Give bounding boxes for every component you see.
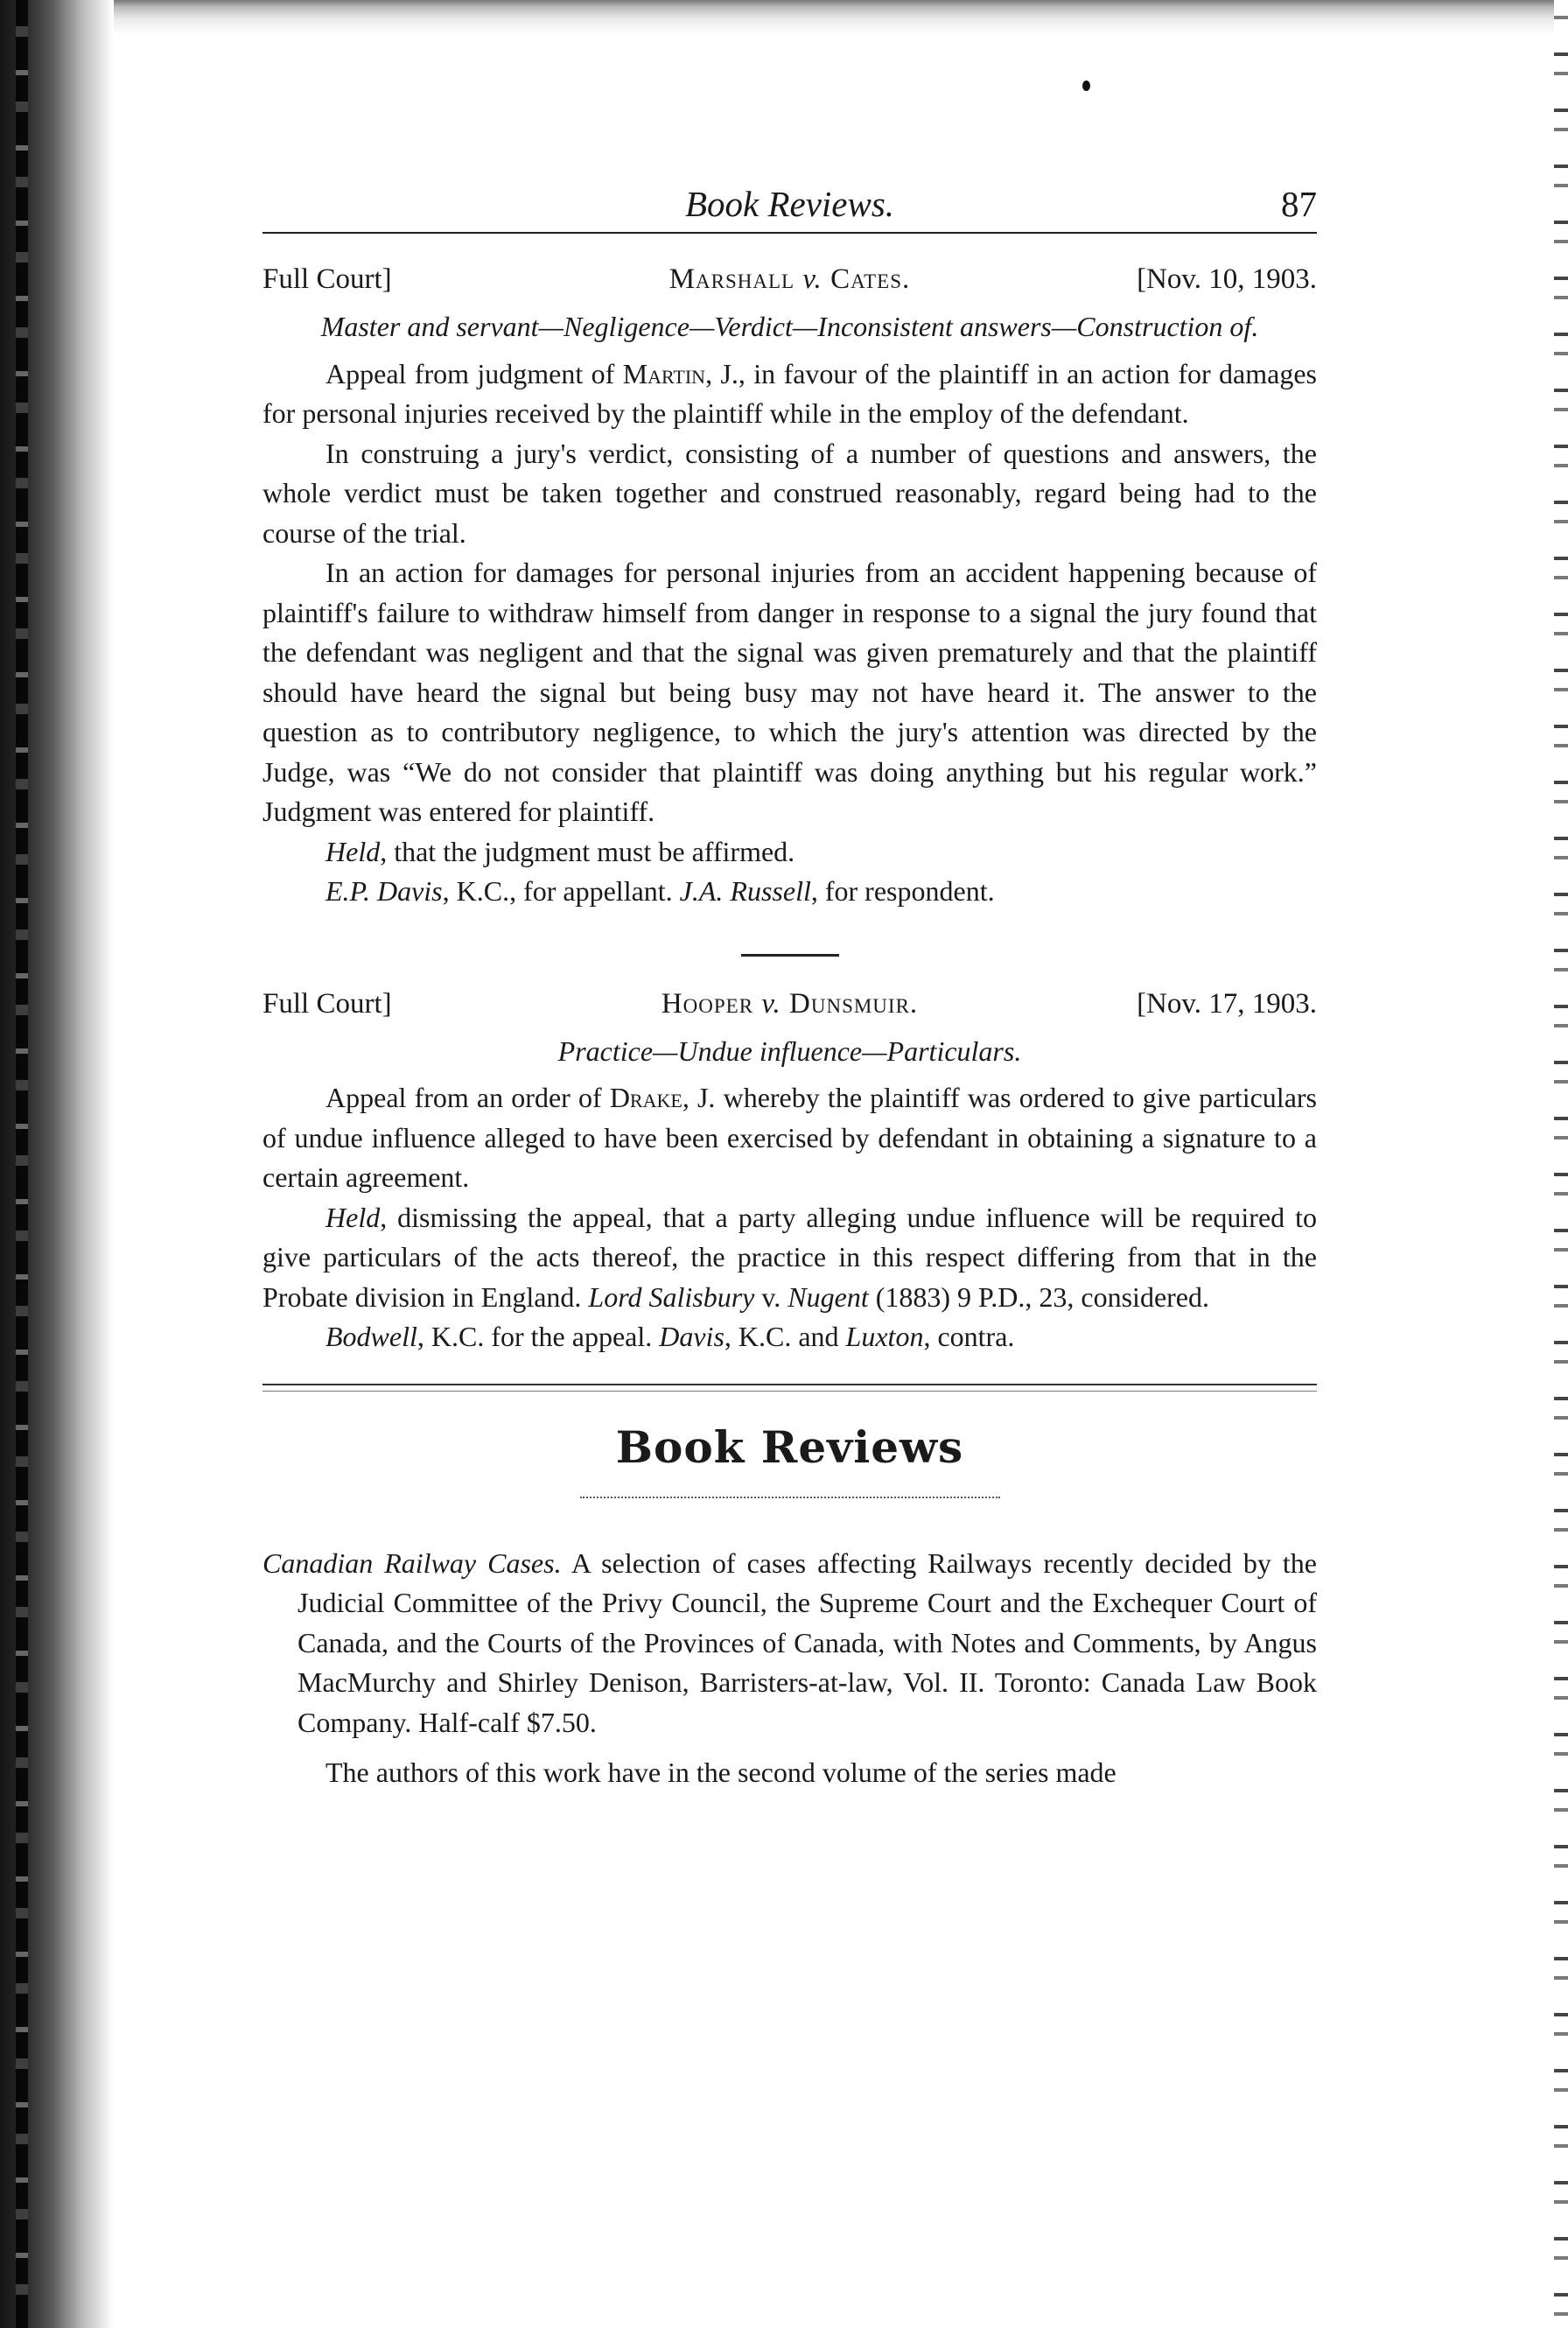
versus-label: v. <box>802 263 822 295</box>
case-topic: Practice—Undue influence—Particulars. <box>557 1034 1022 1067</box>
book-title: Canadian Railway Cases. <box>262 1546 562 1579</box>
document-page <box>262 171 1317 1793</box>
section-rule <box>262 1391 1317 1392</box>
review-paragraph: The authors of this work have in the second volume of the series made <box>326 1757 1116 1788</box>
versus-label: v. <box>761 987 781 1020</box>
scan-top-edge <box>0 0 1568 35</box>
heading-ornament <box>580 1497 1000 1498</box>
scan-right-edge <box>1554 0 1568 2328</box>
case-date: [Nov. 10, 1903. <box>1137 263 1317 295</box>
holding: Held, that the judgment must be affirmed. <box>326 835 795 867</box>
counsel-name: J.A. Russell <box>679 875 811 907</box>
court-label: Full Court] <box>262 987 392 1020</box>
case-date: [Nov. 17, 1903. <box>1137 987 1317 1020</box>
case-paragraph: Appeal from an order of Drake, J. whereby the plaintiff was ordered to give particulars of undue influence alleged to have been exercised by defendant in obtaining a signature to a certain agreement. <box>262 1082 1318 1193</box>
header-rule <box>262 232 1317 234</box>
judge-name: Martin <box>622 357 706 389</box>
judge-name: Drake <box>609 1082 682 1113</box>
case-paragraph: In an action for damages for personal injuries from an accident happening because of plaintiff's failure to withdraw himself from danger in response to a signal the jury found that the defendant was negligent and that the signal was given prematurely and that the plaintiff should have heard the signal but being busy may not have heard it. The answer to the question as to contributory negligence, to which the jury's attention was directed by the Judge, was “We do not consider that plaintiff was doing anything but his regular work.” Judgment was entered for plaintiff. <box>262 557 1317 827</box>
case-heading <box>262 260 1317 305</box>
running-title: Book Reviews. <box>684 184 895 224</box>
party-name: Dunsmuir. <box>789 987 919 1020</box>
party-name: Hooper <box>661 987 754 1020</box>
case-separator <box>741 954 839 957</box>
review-entry: Canadian Railway Cases. A selection of cases affecting Railways recently decided by the Judicial Committee of the Privy Council, the Supreme Court and the Exchequer Court of Canada, and the Courts of the Provinces of Canada, with Notes and Comments, by Angus MacMurchy and Shirley Denison, Barristers-at-law, Vol. II. Toronto: Canada Law Book Company. Half-calf $7.50. <box>262 1546 1317 1738</box>
party-name: Cates. <box>830 263 911 295</box>
court-label: Full Court] <box>262 263 392 295</box>
counsel-name: Bodwell <box>326 1321 417 1352</box>
counsel-name: Davis <box>659 1321 724 1352</box>
case-topic: Master and servant—Negligence—Verdict—Inconsistent answers—Construction of. <box>320 311 1259 342</box>
holding: Held, dismissing the appeal, that a party alleging undue influence will be required to give particulars of the acts thereof, the practice in this respect differing from that in the Probate division in England. Lord Salisbury v. Nugent (1883) 9 P.D., 23, considered. <box>262 1201 1317 1313</box>
counsel-name: E.P. Davis <box>326 875 443 907</box>
case-paragraph: In construing a jury's verdict, consisting of a number of questions and answers, the whole verdict must be taken together and construed reasonably, regard being had to the course of the trial. <box>262 437 1317 549</box>
scan-binding-edge <box>0 0 114 2328</box>
counsel-line: Bodwell, K.C. for the appeal. Davis, K.C. and Luxton, contra. <box>326 1321 1015 1352</box>
citation-party: Lord Salisbury <box>588 1280 755 1313</box>
held-label: Held <box>326 835 381 867</box>
ink-speck <box>1082 81 1090 91</box>
case-heading <box>262 985 1317 1030</box>
case-paragraph: Appeal from judgment of Martin, J., in favour of the plaintiff in an action for damages for personal injuries received by the plaintiff while in the employ of the defendant. <box>262 357 1318 429</box>
counsel-name: Luxton <box>845 1321 924 1352</box>
section-rule <box>262 1384 1317 1385</box>
section-heading: Book Reviews <box>615 1420 964 1473</box>
running-header <box>262 171 1317 232</box>
held-label: Held <box>326 1201 381 1233</box>
party-name: Marshall <box>668 263 795 295</box>
page-number: 87 <box>1281 184 1317 224</box>
counsel-line: E.P. Davis, K.C., for appellant. J.A. Russell, for respondent. <box>326 875 995 907</box>
citation-party: Nugent <box>788 1280 869 1313</box>
